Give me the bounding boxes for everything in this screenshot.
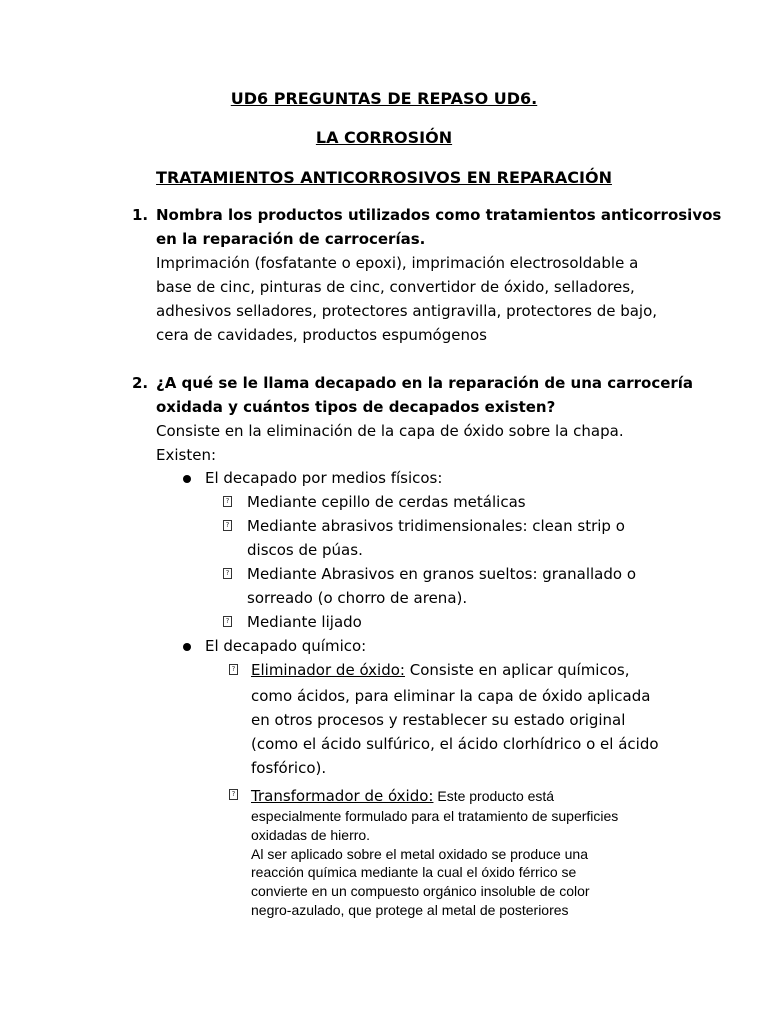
q2-number: 2. — [132, 374, 149, 392]
eliminador-line: como ácidos, para eliminar la capa de óxido aplicada — [251, 687, 651, 705]
chemical-label: El decapado químico: — [205, 637, 367, 655]
eliminador-line: (como el ácido sulfúrico, el ácido clorhídrico o el ácido — [251, 735, 659, 753]
missing-glyph-icon: ? — [223, 616, 232, 627]
physical-item: Mediante Abrasivos en granos sueltos: granallado o — [247, 565, 637, 583]
physical-label: El decapado por medios físicos: — [205, 469, 443, 487]
title-corrosion: LA CORROSIÓN — [315, 128, 453, 147]
transformador-first-line: Este producto está — [433, 788, 555, 804]
q2-answer-line: Existen: — [156, 446, 217, 464]
q1-number: 1. — [132, 206, 149, 224]
q2-answer-line: Consiste en la eliminación de la capa de óxido sobre la chapa. — [156, 422, 624, 440]
physical-item-continuation: discos de púas. — [247, 541, 363, 559]
missing-glyph-icon: ? — [229, 664, 238, 675]
chemical-item-transformador — [251, 786, 554, 805]
q1-answer-line: base de cinc, pinturas de cinc, convertidor de óxido, selladores, — [156, 278, 635, 296]
transformador-line: especialmente formulado para el tratamiento de superficies — [251, 808, 619, 824]
title-tratamientos: TRATAMIENTOS ANTICORROSIVOS EN REPARACIÓN — [156, 168, 612, 187]
transformador-line: Al ser aplicado sobre el metal oxidado se produce una — [251, 846, 588, 862]
transformador-line: convierte en un compuesto orgánico insoluble de color — [251, 883, 590, 899]
physical-item: Mediante cepillo de cerdas metálicas — [247, 493, 526, 511]
eliminador-term: Eliminador de óxido: — [251, 661, 405, 679]
transformador-line: negro-azulado, que protege al metal de posteriores — [251, 902, 569, 918]
physical-item-continuation: sorreado (o chorro de arena). — [247, 589, 468, 607]
bullet-dot-icon — [183, 475, 191, 483]
missing-glyph-icon: ? — [223, 568, 232, 579]
transformador-line: reacción química mediante la cual el óxido férrico se — [251, 864, 577, 880]
title-ud6: UD6 PREGUNTAS DE REPASO UD6. — [230, 89, 538, 108]
q2-question-line: oxidada y cuántos tipos de decapados existen? — [156, 398, 556, 416]
q2-question-line: ¿A qué se le llama decapado en la reparación de una carrocería — [156, 374, 694, 392]
missing-glyph-icon: ? — [223, 520, 232, 531]
eliminador-line: en otros procesos y restablecer su estado original — [251, 711, 626, 729]
transformador-term: Transformador de óxido: — [251, 787, 434, 805]
q1-question-line: en la reparación de carrocerías. — [156, 230, 426, 248]
q1-answer-line: adhesivos selladores, protectores antigravilla, protectores de bajo, — [156, 302, 658, 320]
eliminador-first-line: Consiste en aplicar químicos, — [404, 661, 630, 679]
physical-item: Mediante lijado — [247, 613, 362, 631]
bullet-dot-icon — [183, 643, 191, 651]
missing-glyph-icon: ? — [223, 496, 232, 507]
eliminador-line: fosfórico). — [251, 759, 327, 777]
physical-item: Mediante abrasivos tridimensionales: clean strip o — [247, 517, 625, 535]
q1-answer-line: Imprimación (fosfatante o epoxi), imprimación electrosoldable a — [156, 254, 639, 272]
q1-answer-line: cera de cavidades, productos espumógenos — [156, 326, 487, 344]
chemical-item-eliminador — [251, 661, 629, 679]
transformador-line: oxidadas de hierro. — [251, 827, 371, 843]
q1-question-line: Nombra los productos utilizados como tratamientos anticorrosivos — [156, 206, 722, 224]
missing-glyph-icon: ? — [229, 789, 238, 800]
